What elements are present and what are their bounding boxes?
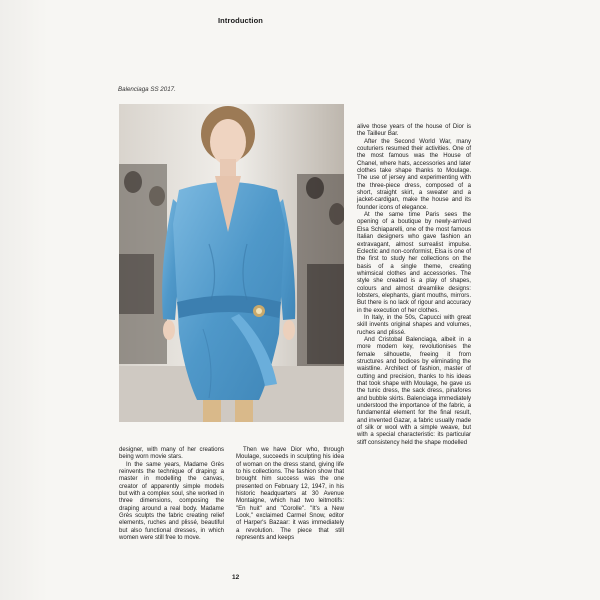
page-number: 12 [232,574,240,581]
paragraph: designer, with many of her creations being worn movie stars. [119,447,224,461]
text-column-1 [119,447,224,542]
paragraph: And Cristobal Balenciaga, albeit in a more modern key, revolutionises the female silhouette, freeing it from structures and bodices by eliminating the waistline. Architect of fashion, master of cutting and precision, thanks to his ideas that took shape with Moulage, he gave us the tunic dress, the sack dress, pinafores and bubble skirts. Balenciaga immediately understood the importance of the fabric, a fundamental element for the final result, and invented Gazar, a fabric usually made of silk or wool with a simple weave, but with a special characteristic: its particular stiff consistency held the shape modelled [357,336,471,446]
paragraph: Then we have Dior who, through Moulage, succeeds in sculpting his idea of woman on the dress stand, giving life to his collections. The fashion show that brought him success was the one presented on February 12, 1947, in his historic headquarters at 30 Avenue Montaigne, which had two leitmotifs: "En huit" and "Corolle". "It's a New Look," exclaimed Carmel Snow, editor of Harper's Bazaar: it was immediately a revolution. The piece that still represents and keeps [236,447,344,542]
paragraph: At the same time Paris sees the opening of a boutique by newly-arrived Elsa Schiaparelli, one of the most famous Italian designers who gave fashion an extravagant, almost surrealist impulse. Eclectic and non-conformist, Elsa is one of the first to study her collections on the basis of a single theme, creating whimsical clothes and accessories. The style she created is a play of shapes, colours and almost dreamlike designs: lobsters, elephants, giant mouths, mirrors. But there is no lack of rigour and accuracy in the execution of her clothes. [357,212,471,314]
paragraph: In Italy, in the 50s, Capucci with great skill invents original shapes and volumes, ruches and plissé. [357,314,471,336]
paragraph: In the same years, Madame Grès reinvents the technique of draping: a master in modelling the canvas, creator of apparently simple models but with a complex soul, she worked in three dimensions, composing the draping around a real body. Madame Grès sculpts the fabric creating relief elements, ruches and plissé, beautiful but also functional dresses, in which women were still free to move. [119,461,224,542]
runway-photo [119,104,344,422]
text-column-3 [357,124,471,447]
section-title: Introduction [218,16,263,25]
paragraph: alive those years of the house of Dior is the Tailleur Bar. [357,124,471,138]
text-column-2 [236,447,344,542]
paragraph: After the Second World War, many couturiers resumed their activities. One of the most famous was the House of Chanel, where hats, accessories and later clothes take shape thanks to Moulage. The use of jersey and experimenting with the three-piece dress, composed of a short, straight skirt, a sweater and a jacket-cardigan, make the house and its founder icons of elegance. [357,138,471,211]
photo-caption: Balenciaga SS 2017. [118,86,176,93]
